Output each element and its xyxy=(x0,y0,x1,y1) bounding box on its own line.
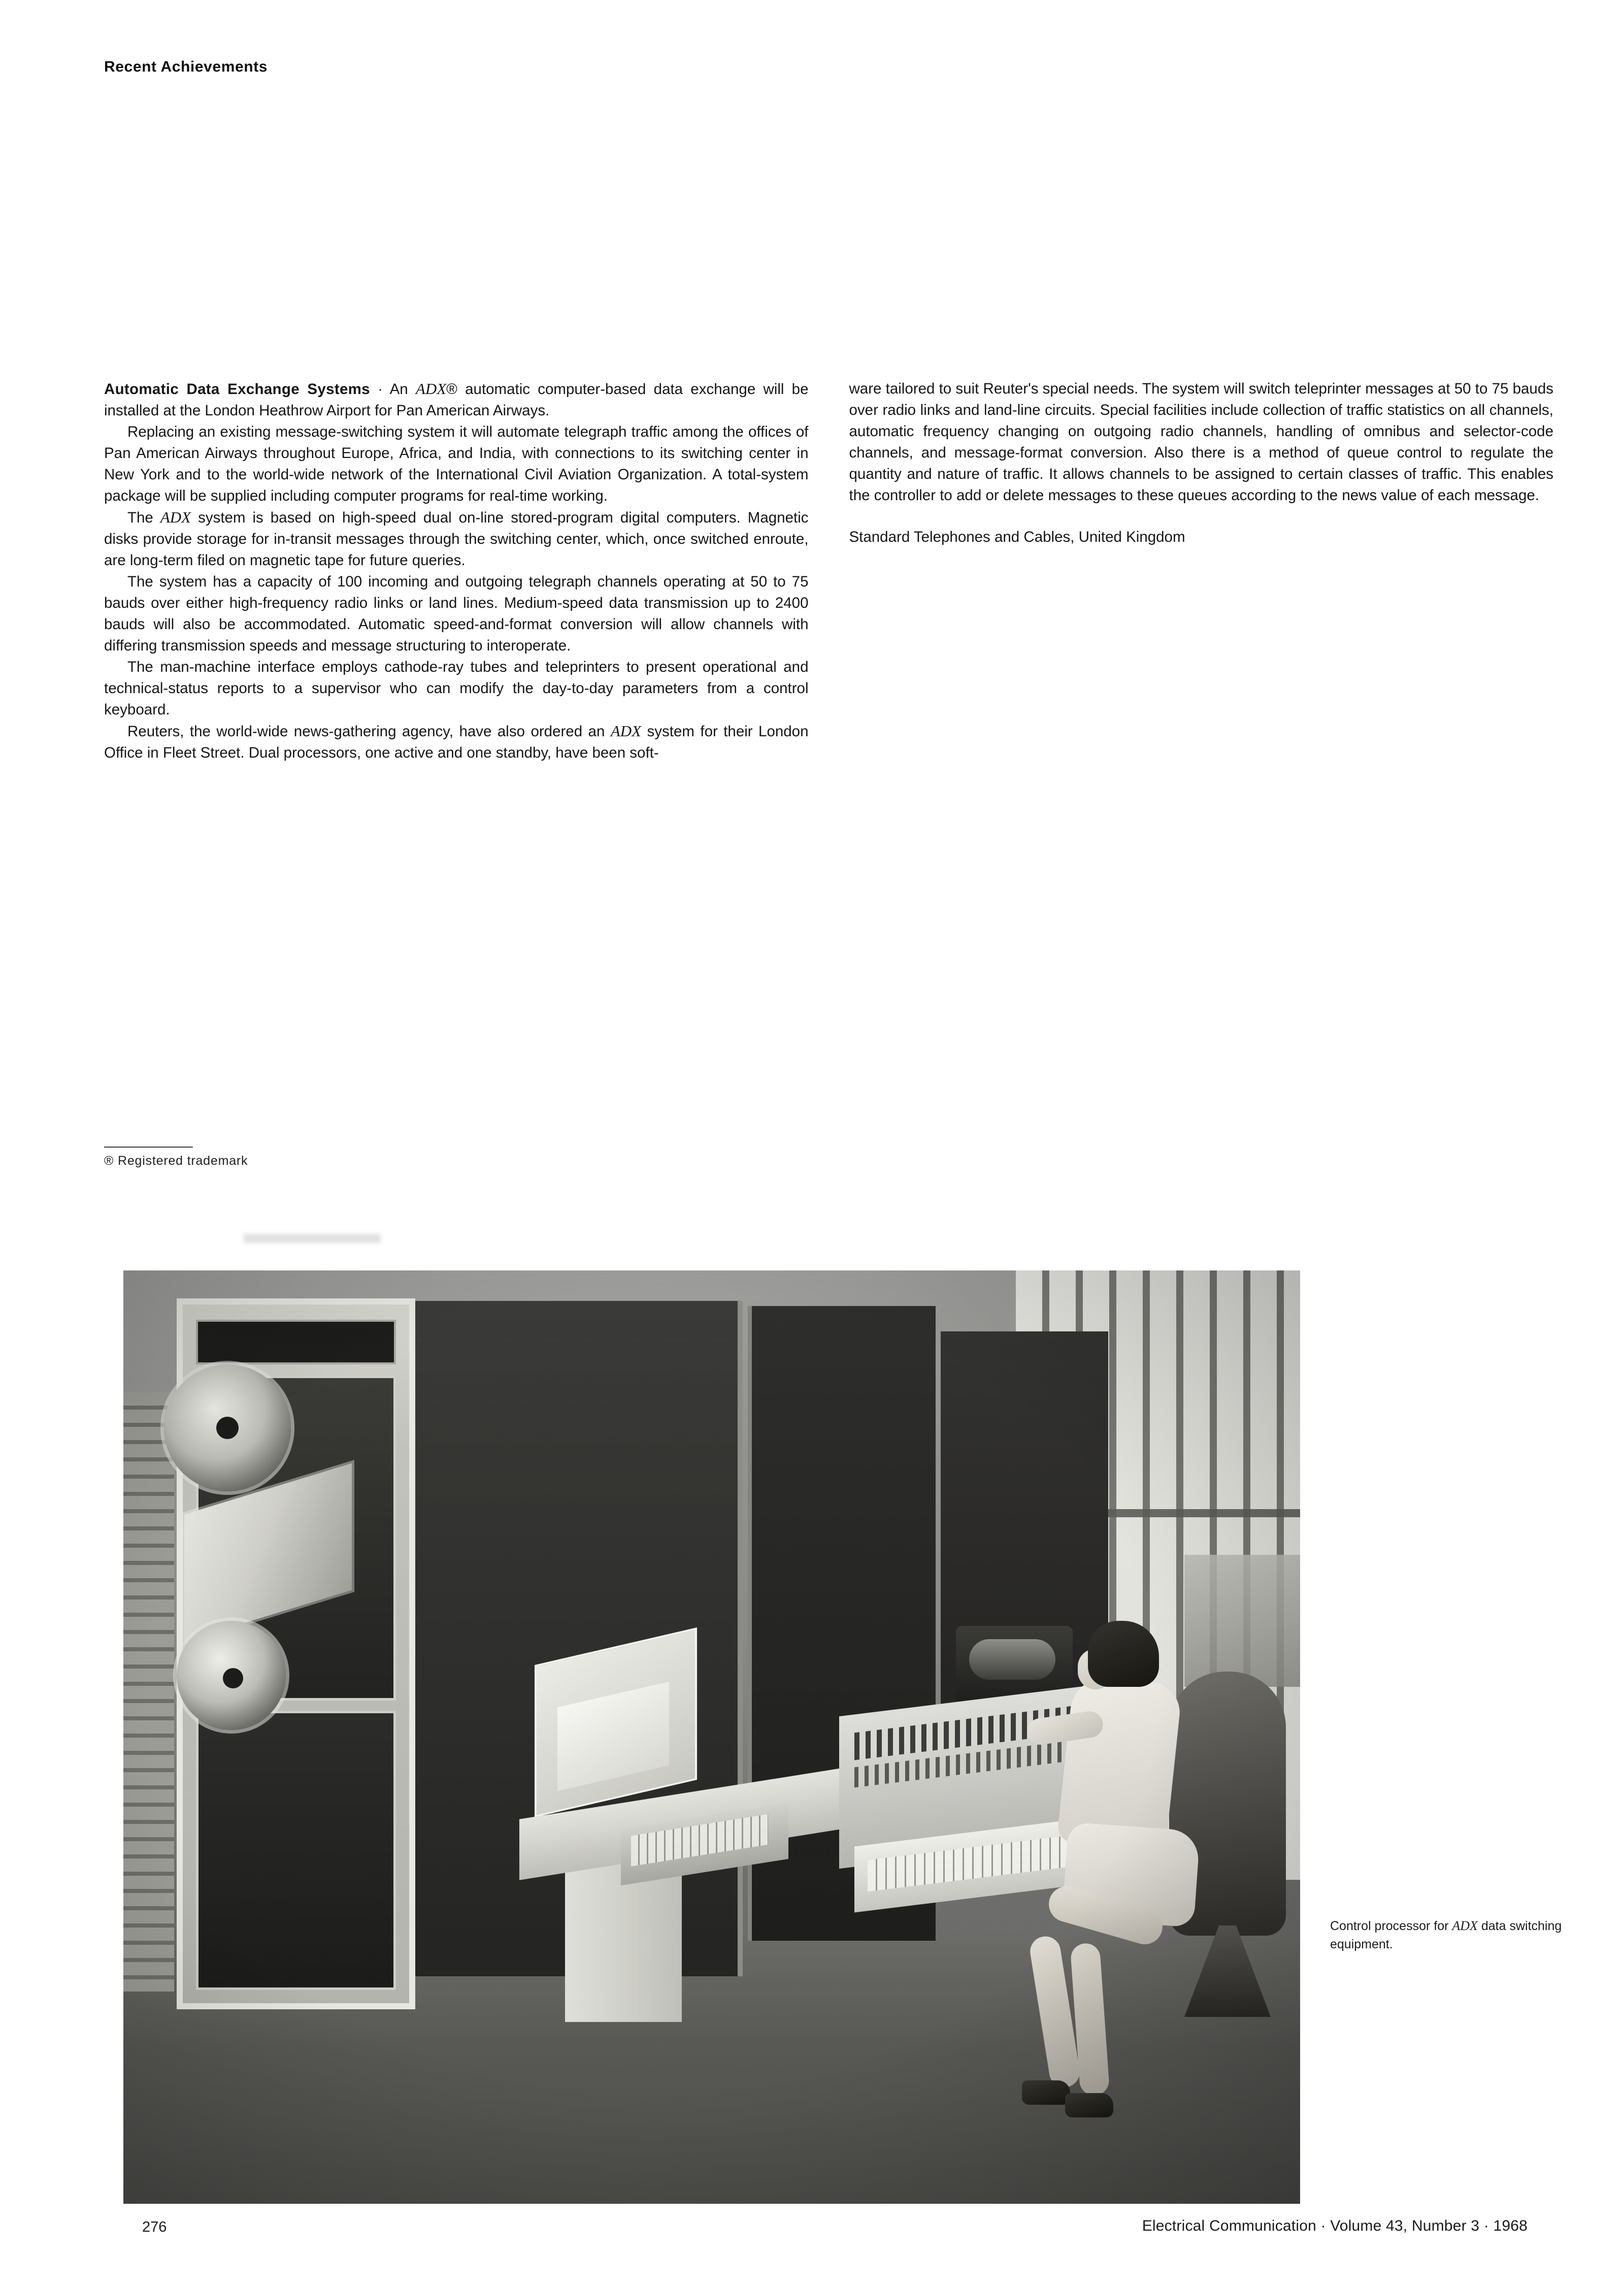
footnote-block xyxy=(104,1147,810,1168)
journal-footer: Electrical Communication · Volume 43, Number 3 · 1968 xyxy=(1142,2217,1528,2234)
adx-italic-1: ADX xyxy=(415,380,447,398)
lead-separator: · xyxy=(370,381,390,398)
caption-text-before-italic: Control processor for xyxy=(1330,1919,1452,1933)
figure-caption xyxy=(1330,1917,1574,1953)
scan-artifact xyxy=(244,1234,381,1243)
para3-text-before-italic: The xyxy=(127,509,160,526)
lead-text-after-italic: ® automatic computer-based data exchange will be installed at the London Heathrow Airport for Pan American Airways. xyxy=(104,381,809,419)
paragraph-6 xyxy=(104,721,809,764)
paragraph-continuation: ware tailored to suit Reuter's special needs. The system will switch teleprinter messages at 50 to 75 bauds over radio links and land-line circuits. Special facilities include collection of traffic statistics on all channels, automatic frequency changing on outgoing radio channels, handling of omnibus and selector-code channels, and message-format conversion. Also there is a method of queue control to regulate the quantity and nature of traffic. It allows channels to be assigned to certain classes of traffic. This enables the controller to add or delete messages to these queues according to the news value of each message. xyxy=(849,380,1553,504)
para3-text-after-italic: system is based on high-speed dual on-line stored-program digital computers. Magnetic disks provide storage for in-transit messages through the switching center, which, once switched enroute, are long-term filed on magnetic tape for future queries. xyxy=(104,509,809,569)
footnote-rule xyxy=(104,1147,193,1148)
paragraph-4: The system has a capacity of 100 incoming and outgoing telegraph channels operating at 50 to 75 bauds over either high-frequency radio links or land lines. Medium-speed data transmission up to 2400 bauds will also be accommodated. Automatic speed-and-format conversion will allow channels with differing transmission speeds and message structuring to interoperate. xyxy=(104,573,809,654)
paragraph-2: Replacing an existing message-switching system it will automate telegraph traffic among the offices of Pan American Airways throughout Europe, Africa, and India, with connections to its switching center in New York and to the world-wide network of the International Civil Aviation Organization. A total-system package will be supplied including computer programs for real-time working. xyxy=(104,423,809,504)
paragraph-5: The man-machine interface employs cathode-ray tubes and teleprinters to present operational and technical-status reports to a supervisor who can modify the day-to-day parameters from a control keyboard. xyxy=(104,659,809,718)
para6-text-before-italic: Reuters, the world-wide news-gathering agency, have also ordered an xyxy=(127,723,611,740)
paragraph-lead xyxy=(104,378,809,421)
adx-italic-3: ADX xyxy=(610,722,642,740)
right-column xyxy=(849,378,1554,764)
article-lead-label: Automatic Data Exchange Systems xyxy=(104,381,370,398)
photo-vignette-overlay xyxy=(123,1270,1300,2204)
footnote-text: ® Registered trademark xyxy=(104,1154,248,1168)
page-number: 276 xyxy=(142,2219,167,2235)
body-columns xyxy=(104,378,1553,764)
article-credit: Standard Telephones and Cables, United Kingdom xyxy=(849,529,1185,545)
caption-text-after-italic: data switching equipment. xyxy=(1330,1919,1562,1951)
para6-text-after-italic: system for their London Office in Fleet Street. Dual processors, one active and one standby, have been soft- xyxy=(104,723,809,761)
figure-photograph xyxy=(123,1270,1300,2204)
paragraph-3 xyxy=(104,507,809,571)
lead-text-before-italic: An xyxy=(389,381,416,398)
adx-italic-2: ADX xyxy=(160,508,191,526)
caption-adx-italic: ADX xyxy=(1452,1918,1478,1933)
left-column xyxy=(104,378,809,764)
running-head: Recent Achievements xyxy=(104,58,268,75)
